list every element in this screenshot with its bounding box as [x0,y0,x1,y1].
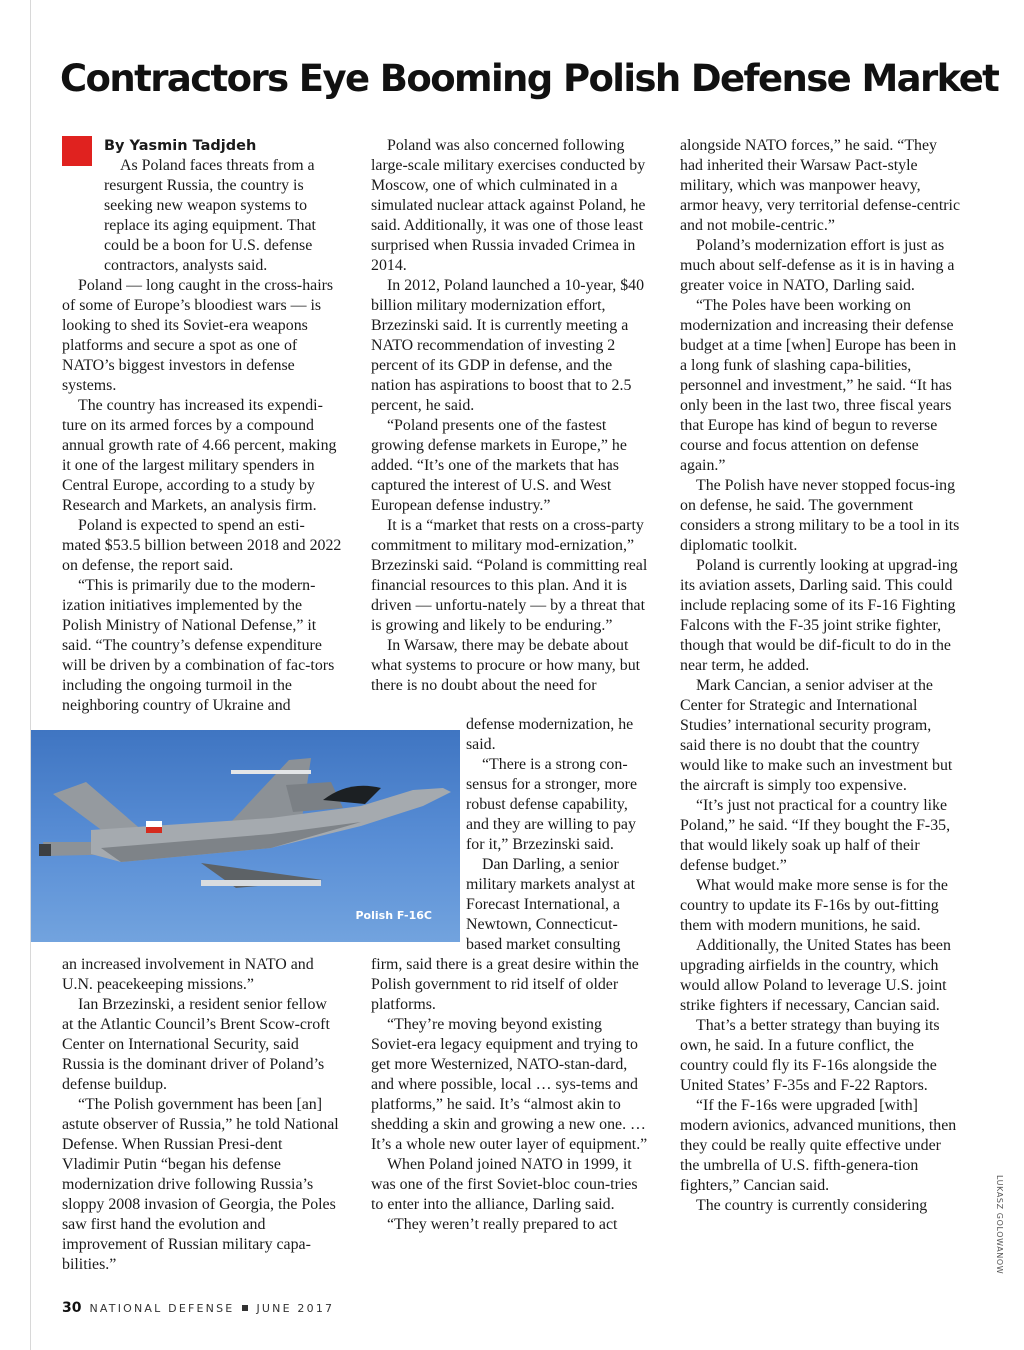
lead-block [104,136,342,276]
paragraph: “This is primarily due to the modern-ization initiatives implemented by the Polish Ministry of National Defense,” it said. “The country’s defense expenditure will be driven by a combination of fac-tors including the ongoing turmoil in the neighboring country of Ukraine and [62,577,335,714]
photo-caption: Polish F-16C [355,909,432,922]
paragraph: When Poland joined NATO in 1999, it was one of the first Soviet-bloc coun-tries to enter into the alliance, Darling said. [371,1156,638,1213]
paragraph: firm, said there is a great desire within the Polish government to rid itself of older platforms. [371,956,639,1013]
issue-date: JUNE 2017 [256,1302,335,1315]
column-2-wrap [466,715,651,955]
paragraph: “There is a strong con-sensus for a stronger, more robust defense capability, and they are willing to pay for it,” Brzezinski said. [466,756,638,853]
f16-photo [31,730,460,942]
paragraph: The Polish have never stopped focus-ing on defense, he said. The government considers a strong military to be a tool in its diplomatic toolkit. [680,477,960,554]
paragraph: an increased involvement in NATO and U.N. peacekeeping missions.” [62,956,314,993]
paragraph: Poland was also concerned following large-scale military exercises conducted by Moscow, one of which culminated in a simulated nuclear attack against Poland, he said. Additionally, it was one of those least surprised when Russia invaded Crimea in 2014. [371,137,646,274]
section-marker [62,136,92,166]
column-1-continued [62,955,342,1275]
paragraph: Dan Darling, a senior military markets analyst at Forecast International, a Newtown, Connecticut-based market consulting [466,856,636,953]
paragraph: In Warsaw, there may be debate about what systems to procure or how many, but there is no doubt about the need for [371,637,641,694]
paragraph: As Poland faces threats from a resurgent Russia, the country is seeking new weapon systems to replace its aging equipment. That could be a boon for U.S. defense contractors, analysts said. [104,157,316,274]
byline: By Yasmin Tadjdeh [104,138,257,154]
column-3 [680,136,960,1216]
page-footer [62,1300,334,1316]
paragraph: Additionally, the United States has been upgrading airfields in the country, which would allow Poland to leverage U.S. joint strike fighters if necessary, Cancian said. [680,937,951,1014]
column-1 [62,136,342,716]
paragraph: That’s a better strategy than buying its own, he said. In a future conflict, the country could fly its F-16s alongside the United States’ F-35s and F-22 Raptors. [680,1017,940,1094]
paragraph: “Poland presents one of the fastest growing defense markets in Europe,” he added. “It’s one of the markets that has captured the interest of U.S. and West European defense industry.” [371,417,627,514]
column-2 [371,136,651,696]
paragraph: alongside NATO forces,” he said. “They had inherited their Warsaw Pact-style military, which was manpower heavy, armor heavy, very territorial defense-centric and not mobile-centric.” [680,137,960,234]
paragraph: Ian Brzezinski, a resident senior fellow at the Atlantic Council’s Brent Scow-croft Center on International Security, said Russia is the dominant driver of Poland’s defense buildup. [62,996,330,1093]
paragraph: The country is currently considering [696,1197,928,1214]
page-left-rule [30,0,31,1350]
paragraph: Poland — long caught in the cross-hairs of some of Europe’s bloodiest wars — is looking to shed its Soviet-era weapons platforms and secure a spot as one of NATO’s biggest investors in defense systems. [62,277,334,394]
publication-name: NATIONAL DEFENSE [89,1302,235,1315]
paragraph: In 2012, Poland launched a 10-year, $40 billion military modernization effort, Brzezinski said. It is currently meeting a NATO recommendation of investing 2 percent of its GDP in defense, and the nation has aspirations to boost that to 2.5 percent, he said. [371,277,645,414]
paragraph: Mark Cancian, a senior adviser at the Center for Strategic and International Studies’ international security program, said there is no doubt that the country would like to make such an investment but the aircraft is simply too expensive. [680,677,953,794]
byline-row [62,136,342,276]
paragraph: The country has increased its expendi-ture on its armed forces by a compound annual growth rate of 4.66 percent, making it one of the largest military spenders in Central Europe, according to a study by Research and Markets, an analysis firm. [62,397,337,514]
column-2-continued [371,955,651,1235]
separator-square [242,1305,248,1311]
paragraph: “If the F-16s were upgraded [with] modern avionics, advanced munitions, then they could be really quite effective under the umbrella of U.S. fifth-genera-tion fighters,” Cancian said. [680,1097,957,1194]
paragraph: “The Polish government has been [an] astute observer of Russia,” he told National Defense. When Russian Presi-dent Vladimir Putin “began his defense modernization drive following Russia’s sloppy 2008 invasion of Georgia, the Poles saw first hand the evolution and improvement of Russian military capa-bilities.” [62,1096,339,1273]
paragraph: What would make more sense is for the country to update its F-16s by out-fitting them with modern munitions, he said. [680,877,948,934]
paragraph: Poland is expected to spend an esti-mated $53.5 billion between 2018 and 2022 on defense, the report said. [62,517,342,574]
paragraph: It is a “market that rests on a cross-party commitment to military mod-ernization,” Brzezinski said. “Poland is committing real financial resources to this plan. And it is driven — unfortu-nately — by a threat that is growing and likely to be enduring.” [371,517,648,634]
paragraph: “It’s just not practical for a country like Poland,” he said. “If they bought the F-35, that would likely soak up half of their defense budget.” [680,797,951,874]
paragraph: “The Poles have been working on modernization and increasing their defense budget at a time [when] Europe has been in a long funk of slashing capa-bilities, personnel and investment,” he said. “It has only been in the last two, three fiscal years that Europe has kind of begun to reverse course and focus attention on defense again.” [680,297,957,474]
paragraph: defense modernization, he said. [466,716,634,753]
article-title: Contractors Eye Booming Polish Defense Market [60,57,999,100]
paragraph: “They weren’t really prepared to act [387,1216,618,1233]
photo-credit: LUKASZ GOLOWANOW [995,1175,1004,1275]
paragraph: Poland’s modernization effort is just as much about self-defense as it is in having a greater voice in NATO, Darling said. [680,237,955,294]
page-number: 30 [62,1300,82,1316]
paragraph: Poland is currently looking at upgrad-ing its aviation assets, Darling said. This could include replacing some of its F-16 Fighting Falcons with the F-35 joint strike fighter, though that would be dif-ficult to do in the near term, he added. [680,557,958,674]
paragraph: “They’re moving beyond existing Soviet-era legacy equipment and trying to get more Westernized, NATO-stan-dard, and where possible, local … sys-tems and platforms,” he said. It’s “almost akin to shedding a skin and growing a new one. … It’s a whole new outer layer of equipment.” [371,1016,648,1153]
